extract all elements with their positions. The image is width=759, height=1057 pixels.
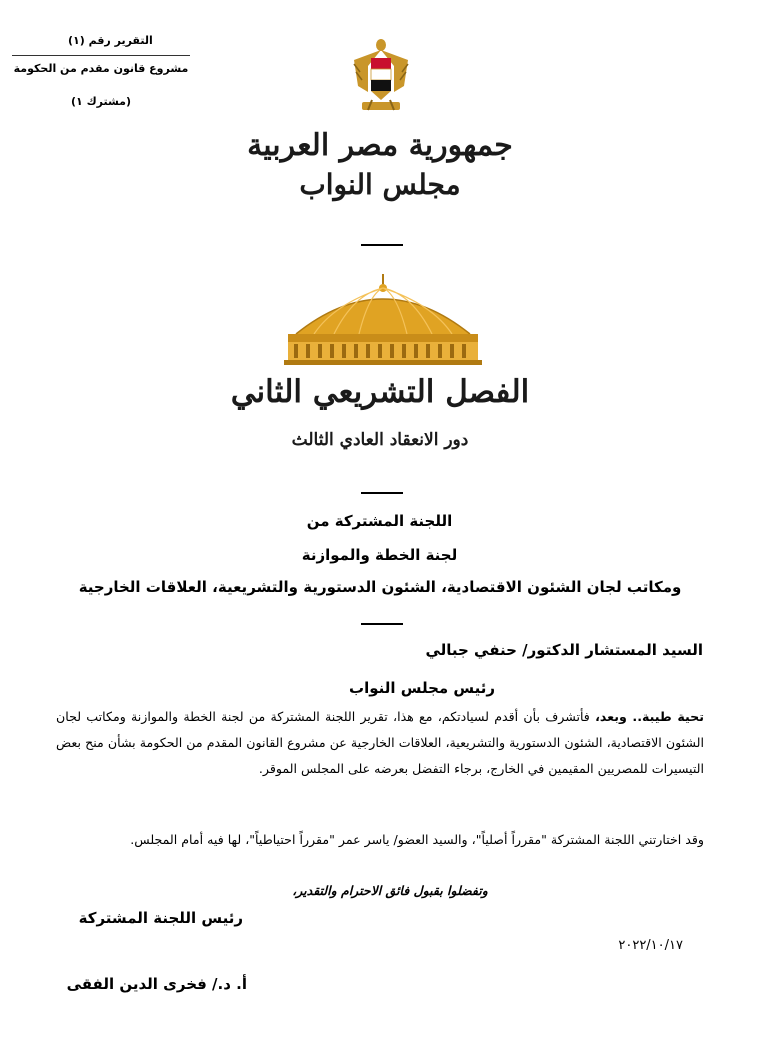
greeting: تحية طيبة.. وبعد، — [595, 709, 704, 724]
paragraph-2-text: وقد اختارتني اللجنة المشتركة "مقرراً أصلياً"، والسيد العضو/ ياسر عمر "مقرراً احتياطياً"، لها فيه أمام المجلس. — [130, 832, 704, 847]
eagle-of-saladin-emblem-icon — [350, 36, 412, 118]
report-date: ٢٠٢٢/١٠/١٧ — [618, 938, 683, 953]
bill-origin: مشروع قانون مقدم من الحكومة — [13, 62, 189, 75]
parliament-calligraphy: مجلس النواب — [299, 168, 461, 201]
body-paragraph-2 — [56, 827, 704, 853]
report-reference-block — [12, 34, 190, 108]
committee-joint-heading: اللجنة المشتركة من — [306, 512, 453, 530]
addressee-name: السيد المستشار الدكتور/ حنفي جبالي — [425, 641, 703, 659]
section-divider — [361, 492, 403, 494]
parliament-dome-icon — [284, 274, 482, 366]
session-title: دور الانعقاد العادي الثالث — [291, 430, 469, 450]
shared-number: (مشترك ١) — [70, 95, 132, 108]
republic-calligraphy: جمهورية مصر العربية — [247, 128, 513, 163]
addressee-title: رئيس مجلس النواب — [349, 679, 495, 697]
chair-name: أ. د./ فخرى الدين الفقى — [66, 975, 247, 993]
committee-offices-heading: ومكاتب لجان الشئون الاقتصادية، الشئون الدستورية والتشريعية، العلاقات الخارجية — [78, 578, 682, 596]
committee-plan-budget-heading: لجنة الخطة والموازنة — [301, 546, 458, 564]
report-number: التقرير رقم (١) — [68, 34, 153, 47]
closing-salutation: وتفضلوا بقبول فائق الاحترام والتقدير، — [292, 883, 488, 898]
reference-divider — [12, 55, 190, 56]
section-divider — [361, 244, 403, 246]
paragraph-1-text: فأتشرف بأن أقدم لسيادتكم، مع هذا، تقرير اللجنة المشتركة من لجنة الخطة والموازنة ومكاتب لجان الشئون الاقتصادية، الشئون الدستورية والتشريعية، العلاقات الخارجية عن مشروع القانون المقدم من الحكومة بشأن منح بعض التيسيرات للمصريين المقيمين في الخارج، برجاء التفضل بعرضه على المجلس الموقر. — [56, 709, 704, 776]
section-divider — [361, 623, 403, 625]
legislative-term: الفصل التشريعي الثاني — [230, 374, 530, 410]
body-paragraph-1 — [56, 704, 704, 782]
chair-title: رئيس اللجنة المشتركة — [78, 909, 243, 927]
